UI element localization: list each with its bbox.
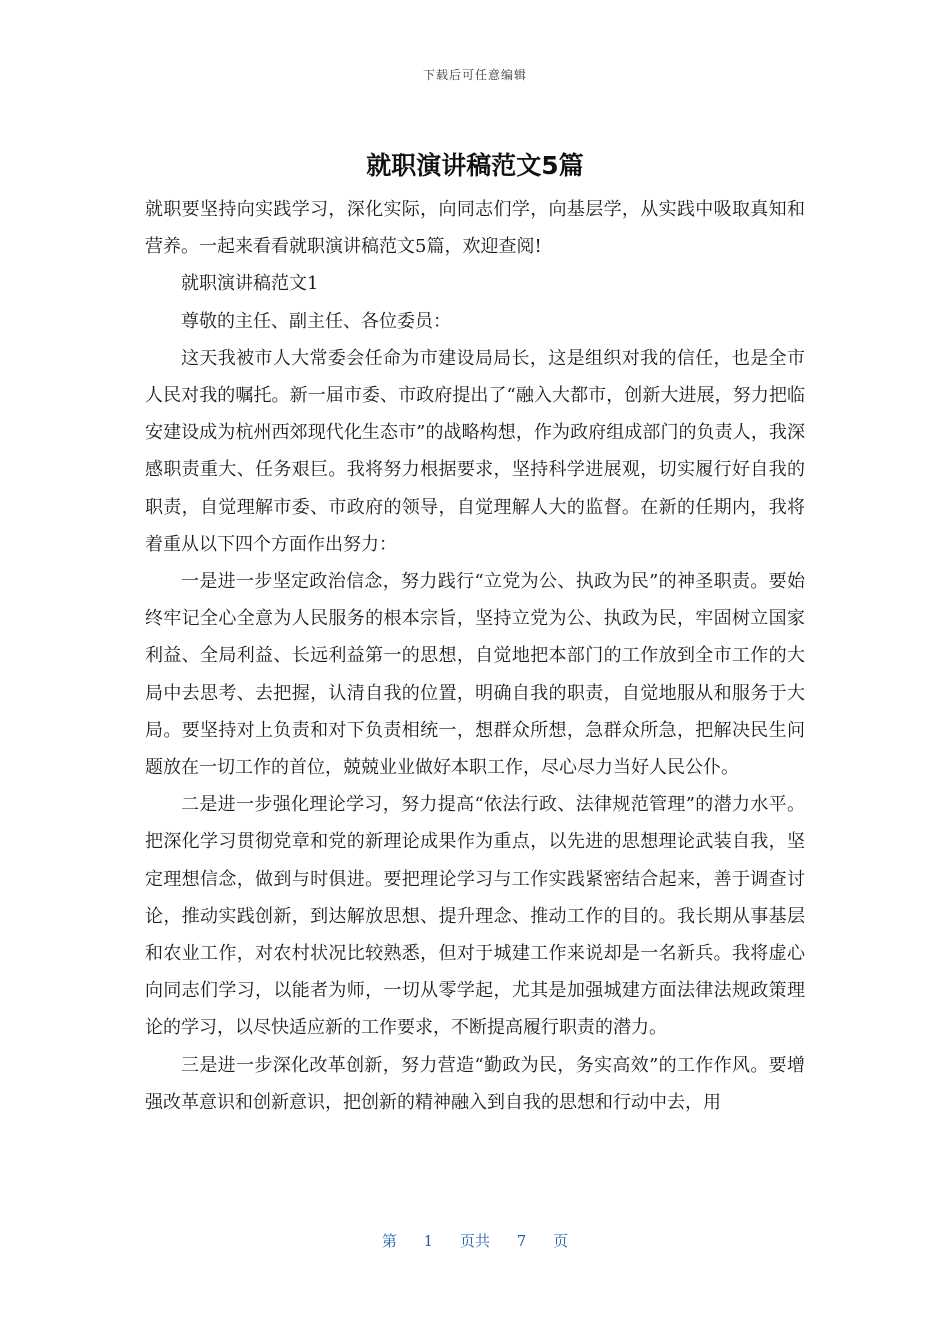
page-footer (0, 1230, 950, 1251)
document-title: 就职演讲稿范文5篇 (366, 151, 584, 180)
current-page-number: 1 (423, 1232, 434, 1250)
document-body (145, 191, 805, 1121)
total-pages-number: 7 (516, 1232, 527, 1250)
body-paragraph: 三是进一步深化改革创新，努力营造“勤政为民，务实高效”的工作作风。要增强改革意识和创新意识，把创新的精神融入到自我的思想和行动中去，用 (145, 1054, 805, 1113)
body-paragraph: 一是进一步坚定政治信念，努力践行“立党为公、执政为民”的神圣职责。要始终牢记全心全意为人民服务的根本宗旨，坚持立党为公、执政为民，牢固树立国家利益、全局利益、长远利益第一的思想，自觉地把本部门的工作放到全市工作的大局中去思考、去把握，认清自我的位置，明确自我的职责，自觉地服从和服务于大局。要坚持对上负责和对下负责相统一，想群众所想，急群众所急，把解决民生问题放在一切工作的首位，兢兢业业做好本职工作，尽心尽力当好人民公仆。 (145, 571, 805, 779)
footer-prefix: 第 (381, 1232, 397, 1250)
footer-middle: 页共 (459, 1232, 490, 1250)
body-paragraph: 这天我被市人大常委会任命为市建设局局长，这是组织对我的信任，也是全市人民对我的嘱托。新一届市委、市政府提出了“融入大都市，创新大进展，努力把临安建设成为杭州西郊现代化生态市”的战略构想，作为政府组成部门的负责人，我深感职责重大、任务艰巨。我将努力根据要求，坚持科学进展观，切实履行好自我的职责，自觉理解市委、市政府的领导，自觉理解人大的监督。在新的任期内，我将着重从以下四个方面作出努力： (145, 347, 805, 555)
header-note: 下载后可任意编辑 (422, 68, 527, 82)
footer-suffix: 页 (553, 1232, 569, 1250)
intro-paragraph: 就职要坚持向实践学习，深化实际，向同志们学，向基层学，从实践中吸取真知和营养。一起来看看就职演讲稿范文5篇，欢迎查阅! (145, 199, 805, 258)
salutation: 尊敬的主任、副主任、各位委员： (181, 310, 451, 332)
body-paragraph: 二是进一步强化理论学习，努力提高“依法行政、法律规范管理”的潜力水平。把深化学习贯彻党章和党的新理论成果作为重点，以先进的思想理论武装自我，坚定理想信念，做到与时俱进。要把理论学习与工作实践紧密结合起来，善于调查讨论，推动实践创新，到达解放思想、提升理念、推动工作的目的。我长期从事基层和农业工作，对农村状况比较熟悉，但对于城建工作来说却是一名新兵。我将虚心向同志们学习，以能者为师，一切从零学起，尤其是加强城建方面法律法规政策理论的学习，以尽快适应新的工作要求，不断提高履行职责的潜力。 (145, 794, 805, 1039)
section-heading: 就职演讲稿范文1 (181, 273, 319, 295)
